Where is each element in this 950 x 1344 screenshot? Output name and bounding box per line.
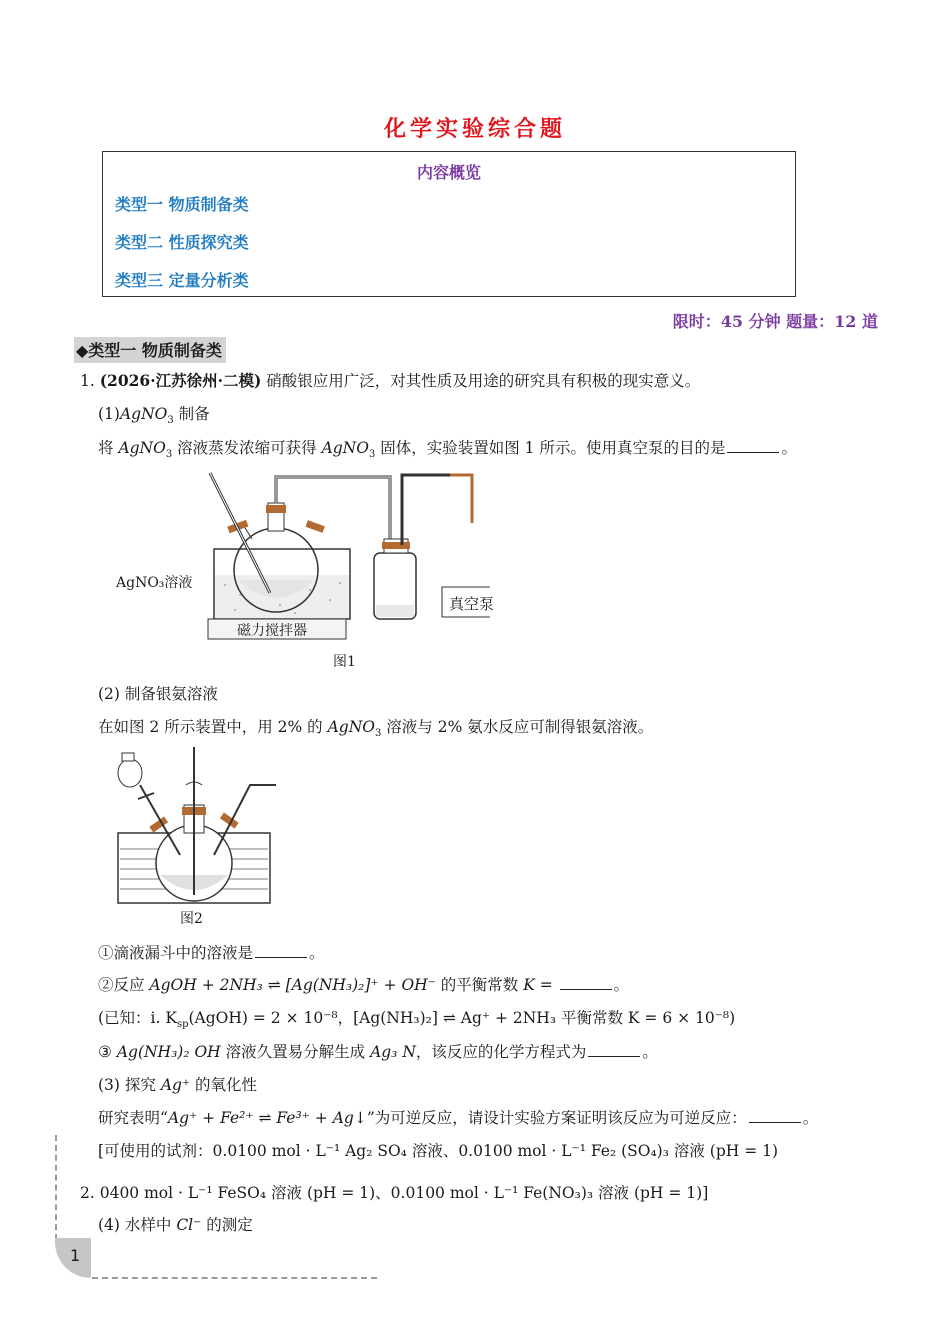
text: 。 <box>309 944 325 962</box>
formula: Ag⁺ <box>160 1076 191 1094</box>
question-stem <box>80 369 700 391</box>
text: 的氧化性 <box>190 1076 258 1094</box>
part-label: (1) <box>98 405 120 423</box>
text: (4) 水样中 <box>98 1216 177 1234</box>
formula: Ag₃ N <box>370 1043 416 1061</box>
label-stirrer: 磁力搅拌器 <box>237 623 307 639</box>
toc-item-3[interactable]: 类型三 定量分析类 <box>115 271 249 290</box>
toc-item-1[interactable]: 类型一 物质制备类 <box>115 195 249 214</box>
text: 。 <box>802 1109 819 1127</box>
toc-box <box>102 151 796 297</box>
text: 。 <box>613 976 630 994</box>
answer-blank[interactable] <box>749 1108 801 1123</box>
section-heading: ◆类型一 物质制备类 <box>74 337 226 363</box>
subscript: 3 <box>374 728 382 740</box>
text: ②反应 <box>98 976 150 994</box>
figure-2-apparatus <box>110 745 280 915</box>
text: 溶液蒸发浓缩可获得 <box>172 439 322 457</box>
answer-blank[interactable] <box>255 943 307 958</box>
subscript: 3 <box>165 449 173 461</box>
figure-2-caption: 图2 <box>180 911 203 927</box>
part3-heading <box>98 1073 257 1095</box>
part1-heading <box>98 402 210 426</box>
subscript: sp <box>176 1019 189 1031</box>
reagents-line-2: 2. 0400 mol · L⁻¹ FeSO₄ 溶液 (pH = 1)、0.0100 mol · L⁻¹ Fe(NO₃)₃ 溶液 (pH = 1)] <box>80 1184 709 1202</box>
page-number: 1 <box>70 1246 81 1265</box>
formula: Ag(NH₃)₂ OH <box>116 1043 221 1061</box>
answer-blank[interactable] <box>588 1042 640 1057</box>
text: (AgOH) = 2 × 10⁻⁸，[Ag(NH₃)₂] ⇌ Ag⁺ + 2NH₃ 平衡常数 K = 6 × 10⁻⁸) <box>188 1009 736 1027</box>
answer-blank[interactable] <box>727 438 779 453</box>
text: 固体，实验装置如图 1 所示。使用真空泵的目的是 <box>375 439 726 457</box>
part1-text <box>98 436 797 460</box>
figure-1-apparatus <box>110 465 490 675</box>
question-source: (2026·江苏徐州·二模) <box>99 371 262 390</box>
text: 。 <box>642 1043 658 1061</box>
question-text: 硝酸银应用广泛，对其性质及用途的研究具有积极的现实意义。 <box>261 372 701 390</box>
page-border-vertical <box>55 1135 57 1240</box>
toc-item-2[interactable]: 类型二 性质探究类 <box>115 233 249 252</box>
text: (已知：i. K <box>98 1009 177 1027</box>
formula: AgNO <box>321 439 369 457</box>
text: (3) 探究 <box>98 1076 161 1094</box>
label-solution: AgNO₃溶液 <box>116 575 193 591</box>
subscript: 3 <box>368 449 376 461</box>
question-number: 1. <box>80 372 100 390</box>
answer-blank[interactable] <box>560 975 612 990</box>
formula: AgNO <box>118 439 166 457</box>
text: 。 <box>781 439 797 457</box>
page-title: 化学实验综合题 <box>383 116 566 142</box>
figure-1-caption: 图1 <box>333 654 356 670</box>
text: ③ <box>98 1043 117 1061</box>
subquestion-1 <box>98 941 325 963</box>
part4-heading <box>98 1213 253 1235</box>
text: 的平衡常数 <box>435 976 524 994</box>
part2-heading: (2) 制备银氨溶液 <box>98 685 218 703</box>
text: = <box>534 976 558 994</box>
reagents-line-1: [可使用的试剂：0.0100 mol · L⁻¹ Ag₂ SO₄ 溶液、0.0100 mol · L⁻¹ Fe₂ (SO₄)₃ 溶液 (pH = 1) <box>98 1142 779 1160</box>
toc-heading: 内容概览 <box>416 163 481 182</box>
part2-text <box>98 715 653 739</box>
part3-text <box>98 1106 818 1128</box>
text: 的测定 <box>201 1216 253 1234</box>
subquestion-3 <box>98 1040 658 1062</box>
equation: Ag⁺ + Fe²⁺ ⇌ Fe³⁺ + Ag↓ <box>167 1109 367 1127</box>
subscript: 3 <box>167 415 174 427</box>
formula: AgNO <box>119 405 168 423</box>
text: 将 <box>98 439 119 457</box>
known-conditions <box>98 1006 735 1030</box>
text: ，该反应的化学方程式为 <box>415 1043 587 1061</box>
subquestion-2 <box>98 973 629 995</box>
text: 溶液久置易分解生成 <box>220 1043 371 1061</box>
equation: AgOH + 2NH₃ ⇌ [Ag(NH₃)₂]⁺ + OH⁻ <box>149 976 436 994</box>
text: 溶液与 2% 氨水反应可制得银氨溶液。 <box>381 718 654 736</box>
text: 在如图 2 所示装置中，用 2% 的 <box>98 718 328 736</box>
time-limit: 限时：45 分钟 题量：12 道 <box>672 312 878 331</box>
text: ”为可逆反应，请设计实验方案证明该反应为可逆反应： <box>366 1109 747 1127</box>
text: 制备 <box>173 405 210 423</box>
formula: Cl⁻ <box>176 1216 202 1234</box>
page-border-horizontal <box>92 1277 377 1279</box>
text: ①滴液漏斗中的溶液是 <box>98 944 254 962</box>
text: 研究表明“ <box>98 1109 168 1127</box>
formula: AgNO <box>327 718 375 736</box>
formula: K <box>523 976 535 994</box>
label-pump: 真空泵 <box>449 595 495 613</box>
